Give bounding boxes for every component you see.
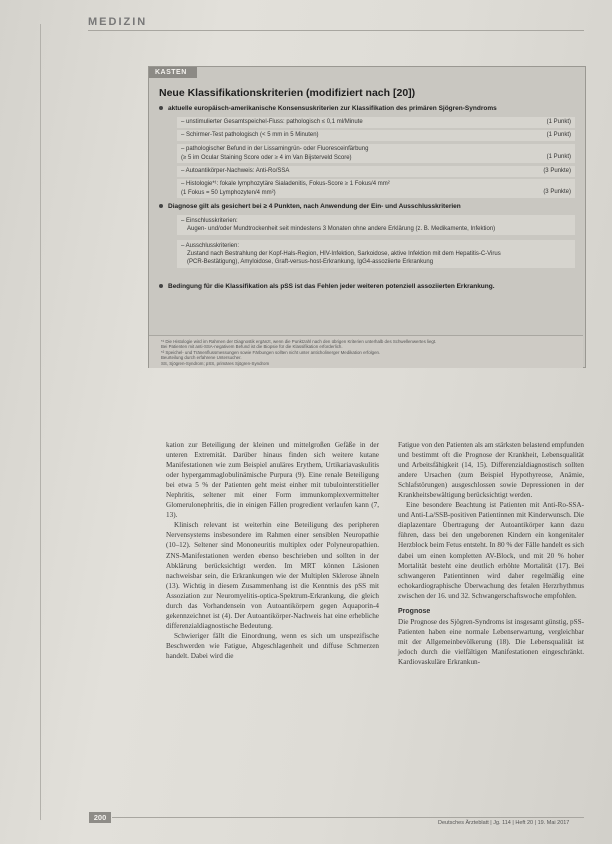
criterion-points: (1 Punkt) xyxy=(546,132,571,138)
left-text-column xyxy=(166,440,379,661)
criterion-points: (3 Punkte) xyxy=(543,168,571,174)
footnote: Bei Patienten mit anti-SSA-negativem Befund ist die Biopsie für die Klassifikation erforderlich. xyxy=(161,344,343,349)
box-bullet-3-text: Bedingung für die Klassifikation als pSS ist das Fehlen jeder weiteren potenziell assoziierten Erkrankung. xyxy=(168,283,495,290)
criterion-text: – Autoantikörper-Nachweis: Anti-Ro/SSA xyxy=(181,168,290,174)
criterion-text: – unstimulierter Gesamtspeichel-Fluss: pathologisch ≤ 0,1 ml/Minute xyxy=(181,119,363,125)
inclusion-heading: – Einschlusskriterien: xyxy=(181,218,238,224)
criterion-text: – Histologie*¹: fokale lymphozytäre Sialadenitis, Fokus-Score ≥ 1 Fokus/4 mm² xyxy=(181,181,390,187)
criterion-row xyxy=(177,117,575,128)
footnote: *¹ Die Histologie wird im Rahmen der Diagnostik ergänzt, wenn die Punktzahl nach den übrigen Kriterien unterhalb des Schwellenwertes liegt. xyxy=(161,339,437,344)
footer-rule xyxy=(112,817,584,818)
exclusion-criteria xyxy=(177,240,575,268)
paragraph: Die Prognose des Sjögren-Syndroms ist insgesamt günstig, pSS-Patienten haben eine normale Lebenserwartung, vergleichbar mit der Allgemeinbevölkerung (18). Die Lebensqualität ist jedoch durch die vielfältigen Manifestationen eingeschränkt. Kardiovaskuläre Erkrankun- xyxy=(398,617,584,666)
info-box xyxy=(148,66,586,368)
bullet-icon xyxy=(159,204,163,208)
box-bullet-2 xyxy=(159,203,461,210)
box-bullet-1 xyxy=(159,105,497,112)
criterion-points: (3 Punkte) xyxy=(543,189,571,195)
exclusion-heading: – Ausschlusskriterien: xyxy=(181,243,240,249)
footnote: Beurteilung durch erfahrene Untersucher. xyxy=(161,355,242,360)
paragraph: Eine besondere Beachtung ist Patienten mit Anti-Ro-SSA- und Anti-La/SSB-positiven Patientinnen mit Kinderwunsch. Die diaplazentare Übertragung der Autoantikörper kann dazu führen, dass bei den ungeborenen Kindern ein kongenitaler Herzblock beim Fetus entsteht. In 80 % der Fälle handelt es sich dabei um einen kompletten AV-Block, und mit 20 % hoher Mortalität besteht eine deutlich erhöhte Mortalität (17). Bei schwangeren Patientinnen wird daher regelmäßig eine echokardiographische Überwachung des fetalen Herzrhythmus zwischen der 16. und 32. Schwangerschaftswoche empfohlen. xyxy=(398,501,584,600)
header-rule xyxy=(88,30,584,31)
box-bullet-1-text: aktuelle europäisch-amerikanische Konsensuskriterien zur Klassifikation des primären Sjögren-Syndroms xyxy=(168,105,497,112)
page-number: 200 xyxy=(89,812,111,823)
box-footnotes xyxy=(149,335,583,368)
box-bullet-2-text: Diagnose gilt als gesichert bei ≥ 4 Punkten, nach Anwendung der Ein- und Ausschlusskriterien xyxy=(168,203,461,210)
section-label: MEDIZIN xyxy=(88,16,148,28)
criterion-row xyxy=(177,179,575,198)
criterion-row xyxy=(177,166,575,177)
paragraph: Schwieriger fällt die Einordnung, wenn es sich um unspezifische Beschwerden wie Fatigue, Abgeschlagenheit und diffuse Schmerzen handelt. Dabei wird die xyxy=(166,631,379,660)
exclusion-text: (PCR-Bestätigung), Amyloidose, Graft-versus-host-Erkrankung, IgG4-assoziierte Erkrankung xyxy=(187,259,434,265)
footnote: *² Speichel- und Tränenflussmessungen sowie Färbungen sollten nicht unter anticholinerger Medikation erfolgen. xyxy=(161,350,381,355)
paragraph: Klinisch relevant ist weiterhin eine Beteiligung des peripheren Nervensystems insbesondere im Rahmen einer sensiblen Neuropathie (10–12). Seltener sind Mononeuritis multiplex oder Polyneuropathien. ZNS-Manifestationen werden ebenso beschrieben und sollten in der Abklärung berücksichtigt werden. Im MRT können Läsionen nachweisbar sein, die Erkrankungen wie der Multiplen Sklerose ähneln (13). Wichtig in diesem Zusammenhang ist die Kenntnis des pSS mit Assoziation zur Neuromyelitis-optica-Spektrum-Erkrankung, die gleich durch das Vorhandensein von Autoantikörpern gegen Aquaporin-4 gekennzeichnet ist (4). Der Autoantikörper-Nachweis hat eine erhebliche differenzialdiagnostische Bedeutung. xyxy=(166,521,379,630)
criterion-text: (≥ 5 im Ocular Staining Score oder ≥ 4 im Van Bijsterveld Score) xyxy=(181,154,352,161)
criterion-text: – pathologischer Befund in der Lissamingrün- oder Fluoresceinfärbung xyxy=(181,146,369,152)
footnote: SS, Sjögren-Syndrom; pSS, primäres Sjögren-Syndrom xyxy=(161,361,270,366)
box-title: Neue Klassifikationskriterien (modifiziert nach [20]) xyxy=(159,87,416,99)
paragraph: Fatigue von den Patienten als am stärksten belastend empfunden und bestimmt oft die Prognose der Krankheit, Lebensqualität und Arbeitsfähigkeit (14, 15). Differenzialdiagnostisch sollten andere Ursachen (zum Beispiel Hypothyreose, Anämie, Schlafstörungen) ausgeschlossen sowie Depressionen in der Krankheitsbewältigung berücksichtigt werden. xyxy=(398,441,584,500)
box-bullet-3 xyxy=(159,283,495,290)
paragraph: kation zur Beteiligung der kleinen und mittelgroßen Gefäße in der unteren Extremität. Darüber hinaus finden sich weitere kutane Manifestationen wie zum Beispiel anuläres Erythem, Urtikariavaskulitis oder hypergammaglobulinämische Purpura (9). Eine renale Beteiligung bei etwa 5 % der Patienten geht meist einher mit tubulointerstitieller Nephritis, seltener mit einer Form immunkomplexvermittelter Glomerulonephritis, die in einigen Fällen progredient verlaufen kann (7, 13). xyxy=(166,441,379,520)
criterion-row xyxy=(177,144,575,163)
margin-rule xyxy=(40,24,41,820)
criterion-points: (1 Punkt) xyxy=(546,154,571,160)
box-tag: KASTEN xyxy=(149,67,197,78)
journal-citation: Deutsches Ärzteblatt | Jg. 114 | Heft 20 | 19. Mai 2017 xyxy=(438,820,570,826)
inclusion-text: Augen- und/oder Mundtrockenheit seit mindestens 3 Monaten ohne andere Erklärung (z. B. Medikamente, Infektion) xyxy=(187,226,496,232)
criterion-row xyxy=(177,130,575,141)
criterion-text: – Schirmer-Test pathologisch (< 5 mm in 5 Minuten) xyxy=(181,132,319,138)
exclusion-text: Zustand nach Bestrahlung der Kopf-Hals-Region, HIV-Infektion, Sarkoidose, aktive Infektion mit dem Hepatitis-C-Virus xyxy=(187,251,501,257)
bullet-icon xyxy=(159,106,163,110)
right-text-column xyxy=(398,440,584,667)
criterion-text: (1 Fokus = 50 Lymphozyten/4 mm²) xyxy=(181,189,276,196)
bullet-icon xyxy=(159,284,163,288)
subheading: Prognose xyxy=(398,607,431,615)
criterion-points: (1 Punkt) xyxy=(546,119,571,125)
inclusion-criteria xyxy=(177,215,575,235)
